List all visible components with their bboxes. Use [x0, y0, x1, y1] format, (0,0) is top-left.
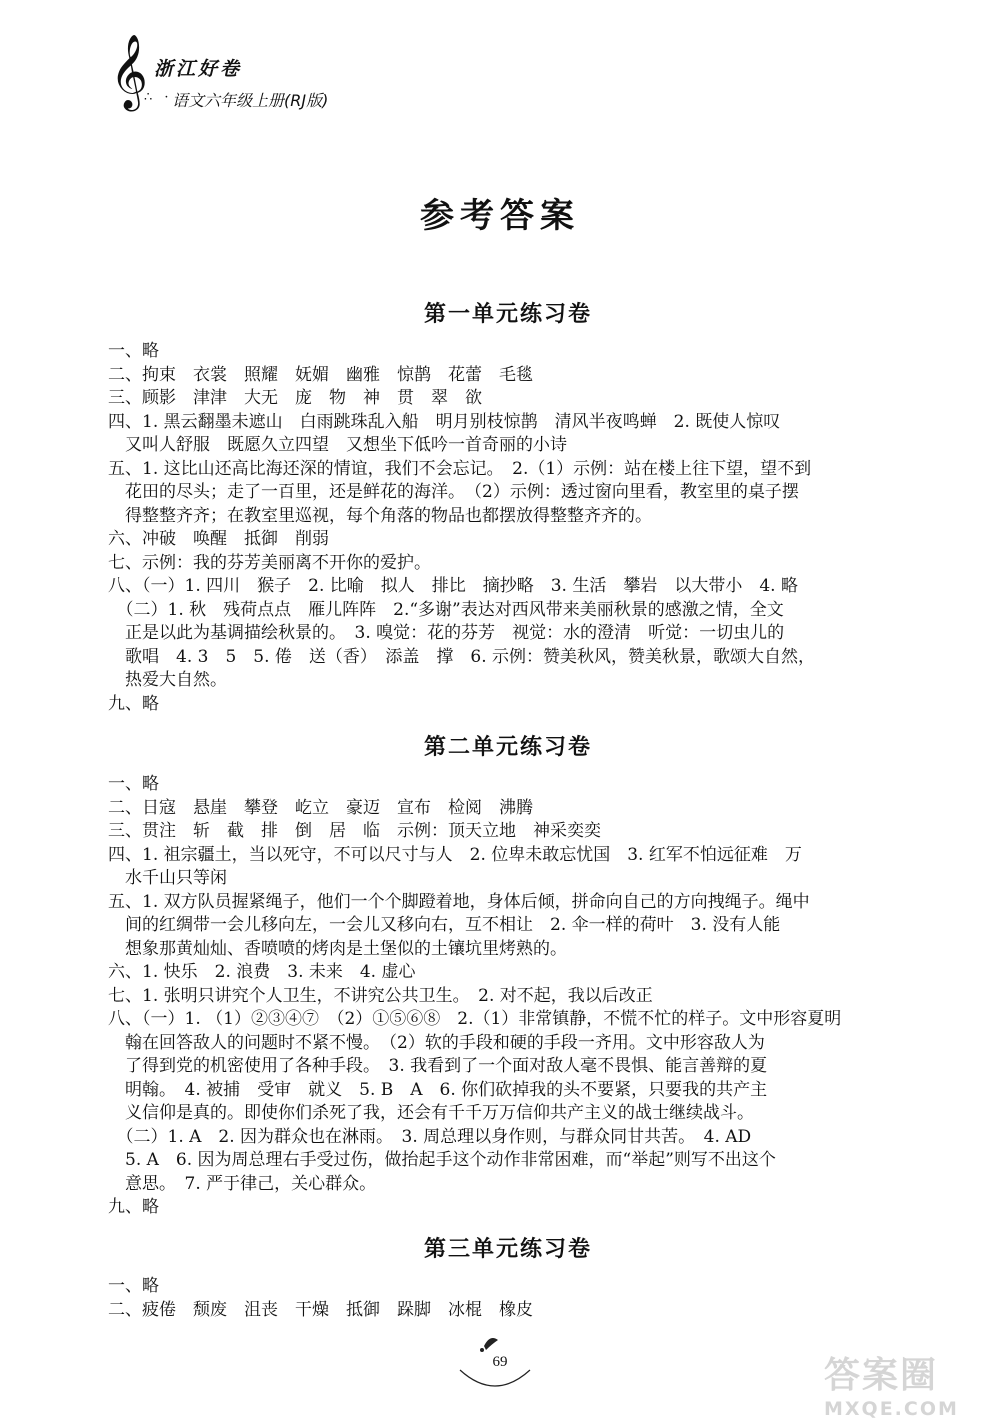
treble-clef-icon: 𝄞 — [110, 35, 148, 109]
series-brand: 浙江好卷 — [154, 58, 243, 80]
answer-line: 二、日寇 悬崖 攀登 屹立 豪迈 宣布 检阅 沸腾 — [108, 797, 533, 818]
answer-line: 水千山只等闲 — [108, 868, 227, 888]
page-number: 69 — [492, 1354, 508, 1370]
answer-line: 又叫人舒服 既愿久立四望 又想坐下低吟一首奇丽的小诗 — [108, 435, 567, 455]
answer-line: 正是以此为基调描绘秋景的。 3. 嗅觉：花的芬芳 视觉：水的澄清 听觉：一切虫儿的 — [108, 623, 785, 643]
answer-line: 四、1. 黑云翻墨未遮山 白雨跳珠乱入船 明月别枝惊鹊 清风半夜鸣蝉 2. 既使人惊叹 — [108, 411, 781, 432]
answer-line: 了得到党的机密使用了各种手段。 3. 我看到了一个面对敌人毫不畏惧、能言善辩的夏 — [108, 1056, 768, 1076]
answer-line: 热爱大自然。 — [108, 670, 227, 690]
unit-1-title: 第一单元练习卷 — [423, 302, 592, 327]
book-subject: 语文六年级上册(RJ版) — [172, 91, 329, 110]
unit-3-section — [108, 1232, 908, 1322]
answer-line: 九、略 — [108, 693, 159, 714]
answer-line: 间的红绸带一会儿移向左，一会儿又移向右，互不相让 2. 伞一样的荷叶 3. 没有人能 — [108, 915, 781, 935]
answer-line: 一、略 — [108, 774, 159, 794]
answer-line: 花田的尽头；走了一百里，还是鲜花的海洋。 （2）示例：透过窗向里看，教室里的桌子摆 — [108, 482, 799, 502]
unit-2-title: 第二单元练习卷 — [423, 735, 592, 760]
answer-line: 5. A 6. 因为周总理右手受过伤，做抬起手这个动作非常困难，而“举起”则写不出这个 — [108, 1150, 776, 1170]
answer-line: 五、1. 这比山还高比海还深的情谊，我们不会忘记。 2.（1）示例：站在楼上往下望，望不到 — [108, 458, 812, 479]
answer-line: 八、（一）1. （1）②③④⑦ （2）①⑤⑥⑧ 2.（1）非常镇静，不慌不忙的样子。文中形容夏明 — [108, 1009, 842, 1029]
answer-line: （二）1. 秋 残荷点点 雁儿阵阵 2.“多谢”表达对西风带来美丽秋景的感激之情，全文 — [108, 599, 784, 620]
answer-line: 二、拘束 衣裳 照耀 妩媚 幽雅 惊鹊 花蕾 毛毯 — [108, 364, 533, 385]
answer-line: 八、（一）1. 四川 猴子 2. 比喻 拟人 排比 摘抄略 3. 生活 攀岩 以大带小 4. 略 — [108, 576, 798, 596]
watermark-sub: MXQE.COM — [824, 1398, 959, 1420]
watermark-main: 答案圈 — [824, 1355, 939, 1396]
answer-line: 一、略 — [108, 341, 159, 361]
answer-line: 四、1. 祖宗疆土，当以死守，不可以尺寸与人 2. 位卑未敢忘忧国 3. 红军不怕远征难 万 — [108, 844, 802, 865]
answer-line: 六、冲破 唤醒 抵御 削弱 — [108, 529, 329, 549]
answer-line: 明翰。 4. 被捕 受审 就义 5. B A 6. 你们砍掉我的头不要紧，只要我的共产主 — [108, 1079, 768, 1100]
answer-line: 得整整齐齐；在教室里巡视，每个角落的物品也都摆放得整整齐齐的。 — [108, 505, 652, 526]
book-header — [110, 35, 430, 130]
answer-line: 七、1. 张明只讲究个人卫生，不讲究公共卫生。 2. 对不起，我以后改正 — [108, 985, 653, 1006]
answer-line: 六、1. 快乐 2. 浪费 3. 未来 4. 虚心 — [108, 962, 416, 982]
answer-line: 义信仰是真的。即使你们杀死了我，还会有千千万万信仰共产主义的战士继续战斗。 — [108, 1103, 754, 1123]
music-dots-icon: ∴ · — [144, 90, 173, 105]
answer-line: 三、贯注 斩 截 排 倒 居 临 示例：顶天立地 神采奕奕 — [108, 821, 601, 841]
answer-line: 五、1. 双方队员握紧绳子，他们一个个脚蹬着地，身体后倾，拼命向自己的方向拽绳子。绳中 — [108, 891, 810, 912]
answer-line: 想象那黄灿灿、香喷喷的烤肉是土堡似的土镶坑里烤熟的。 — [108, 938, 567, 959]
unit-1-section — [108, 297, 908, 716]
answer-line: 一、略 — [108, 1276, 159, 1296]
answer-line: 九、略 — [108, 1197, 159, 1217]
unit-2-section — [108, 730, 908, 1220]
watermark — [824, 1347, 984, 1419]
page-title: 参考答案 — [420, 196, 580, 236]
answer-line: （二）1. A 2. 因为群众也在淋雨。 3. 周总理以身作则，与群众同甘共苦。 4. AD — [108, 1126, 752, 1147]
answer-line: 七、示例：我的芬芳美丽离不开你的爱护。 — [108, 552, 431, 573]
answer-line: 意思。 7. 严于律己，关心群众。 — [108, 1173, 377, 1194]
answer-line: 翰在回答敌人的问题时不紧不慢。 （2）软的手段和硬的手段一齐用。文中形容敌人为 — [108, 1032, 765, 1053]
answer-line: 三、顾影 津津 大无 庞 物 神 贯 翠 欲 — [108, 388, 482, 408]
answer-line: 二、疲倦 颓废 沮丧 干燥 抵御 跺脚 冰棍 橡皮 — [108, 1299, 533, 1320]
unit-3-title: 第三单元练习卷 — [423, 1237, 592, 1262]
answer-line: 歌唱 4. 3 5 5. 倦 送（香） 添盖 撑 6. 示例：赞美秋风，赞美秋景，歌颂大自然， — [108, 646, 816, 667]
